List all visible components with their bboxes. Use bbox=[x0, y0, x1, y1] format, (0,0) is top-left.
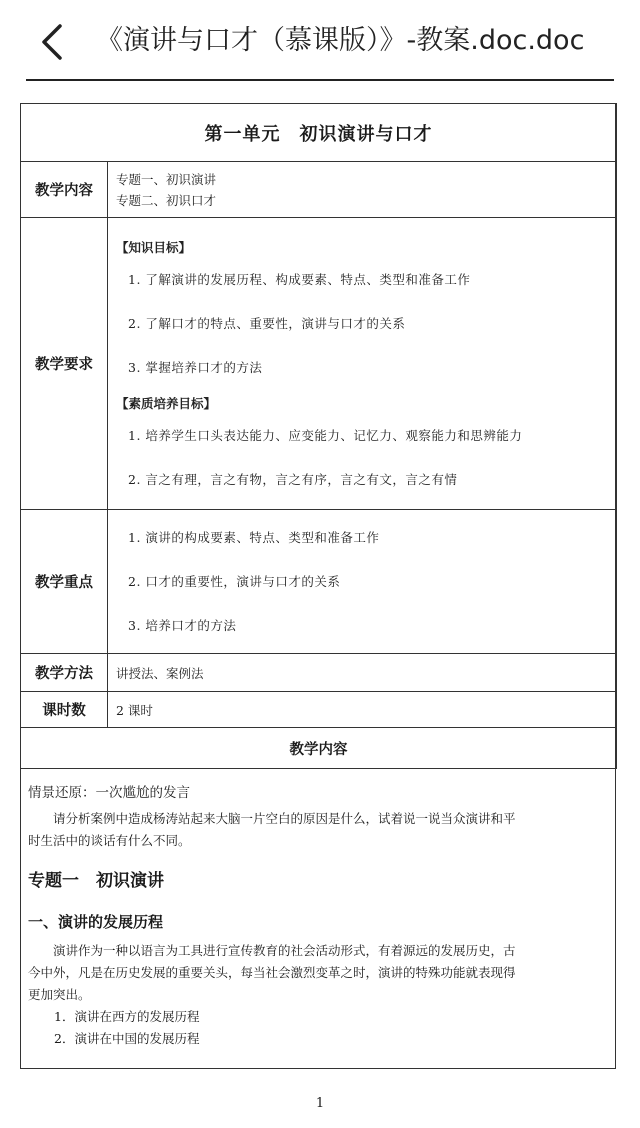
section-heading: 一、演讲的发展历程 bbox=[28, 913, 164, 931]
top-bar bbox=[0, 0, 640, 82]
page-number: 1 bbox=[315, 1096, 325, 1111]
key-point-item: 3. 培养口才的方法 bbox=[128, 617, 237, 633]
content-line: 专题一、初识演讲 bbox=[116, 171, 217, 187]
teaching-content-heading: 教学内容 bbox=[21, 728, 617, 769]
quality-item: 2. 言之有理，言之有物，言之有序，言之有文，言之有情 bbox=[128, 471, 458, 487]
list-item: 1．演讲在西方的发展历程 bbox=[54, 1009, 200, 1024]
content-line: 专题二、初识口才 bbox=[116, 192, 217, 208]
list-item: 2．演讲在中国的发展历程 bbox=[54, 1031, 200, 1046]
lesson-body bbox=[28, 782, 608, 1050]
row-label-requirements: 教学要求 bbox=[21, 218, 108, 510]
history-paragraph-cont: 今中外，凡是在历史发展的重要关头，每当社会激烈变革之时，演讲的特殊功能就表现得 bbox=[28, 965, 516, 980]
header-divider bbox=[26, 79, 614, 81]
row-label-method: 教学方法 bbox=[21, 654, 108, 692]
hours-value: 2 课时 bbox=[108, 692, 617, 728]
scene-paragraph-cont: 时生活中的谈话有什么不同。 bbox=[28, 833, 191, 848]
quality-item: 1. 培养学生口头表达能力、应变能力、记忆力、观察能力和思辨能力 bbox=[128, 427, 523, 443]
unit-title: 第一单元 初识演讲与口才 bbox=[21, 104, 617, 162]
row-label-content: 教学内容 bbox=[21, 162, 108, 218]
knowledge-goal-heading: 【知识目标】 bbox=[116, 239, 192, 255]
back-button[interactable] bbox=[36, 22, 72, 62]
key-point-item: 1. 演讲的构成要素、特点、类型和准备工作 bbox=[128, 529, 380, 545]
document-title: 《演讲与口才（慕课版）》-教案.doc.doc bbox=[96, 25, 585, 56]
content-cell bbox=[108, 162, 617, 218]
chevron-left-icon bbox=[36, 22, 72, 62]
knowledge-item: 2. 了解口才的特点、重要性，演讲与口才的关系 bbox=[128, 315, 406, 331]
topic-heading: 专题一 初识演讲 bbox=[28, 871, 164, 891]
scene-title: 一次尴尬的发言 bbox=[95, 785, 190, 801]
key-point-item: 2. 口才的重要性，演讲与口才的关系 bbox=[128, 573, 341, 589]
requirements-cell bbox=[108, 218, 617, 510]
row-label-key-points: 教学重点 bbox=[21, 510, 108, 654]
knowledge-item: 1. 了解演讲的发展历程、构成要素、特点、类型和准备工作 bbox=[128, 271, 471, 287]
history-paragraph-cont: 更加突出。 bbox=[28, 987, 91, 1002]
lesson-plan-table bbox=[20, 103, 617, 769]
scene-line bbox=[28, 782, 608, 804]
method-value: 讲授法、案例法 bbox=[108, 654, 617, 692]
knowledge-item: 3. 掌握培养口才的方法 bbox=[128, 359, 263, 375]
key-points-cell bbox=[108, 510, 617, 654]
row-label-hours: 课时数 bbox=[21, 692, 108, 728]
scene-paragraph: 请分析案例中造成杨涛站起来大脑一片空白的原因是什么，试着说一说当众演讲和平 bbox=[53, 811, 516, 826]
history-paragraph: 演讲作为一种以语言为工具进行宣传教育的社会活动形式，有着源远的发展历史，古 bbox=[53, 943, 516, 958]
scene-label: 情景还原： bbox=[28, 785, 96, 801]
quality-goal-heading: 【素质培养目标】 bbox=[116, 395, 217, 411]
